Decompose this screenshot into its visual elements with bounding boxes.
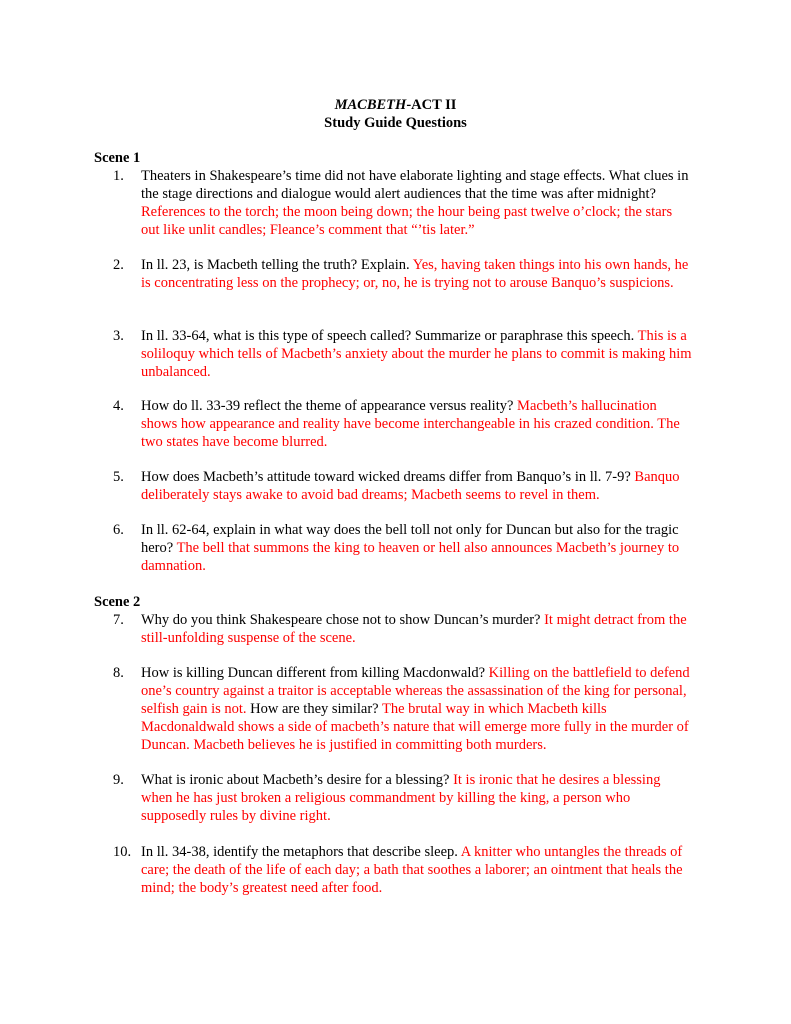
question-item: [113, 843, 693, 897]
question-item: [113, 327, 693, 381]
question-text: How do ll. 33-39 reflect the theme of appearance versus reality?: [141, 398, 514, 414]
title-italic: MACBETH: [334, 97, 407, 113]
question-number: 9.: [113, 772, 124, 788]
question-number: 7.: [113, 612, 124, 628]
answer-text: Macbeth’s hallucination shows how appearance and reality have become interchangeable in his crazed condition. The two states have become blurred.: [141, 398, 680, 450]
question-number: 6.: [113, 522, 124, 538]
answer-text: Banquo deliberately stays awake to avoid bad dreams; Macbeth seems to revel in them.: [141, 469, 680, 503]
answer-text: The bell that summons the king to heaven or hell also announces Macbeth’s journey to damnation.: [141, 540, 680, 574]
scene-heading: Scene 1: [94, 150, 141, 166]
page-subtitle: Study Guide Questions: [324, 115, 467, 131]
answer-text: A knitter who untangles the threads of care; the death of the life of each day; a bath that soothes a laborer; an ointment that heals the mind; the body’s greatest need after food.: [141, 844, 683, 896]
answer-text: This is a soliloquy which tells of Macbeth’s anxiety about the murder he plans to commit is making him unbalanced.: [141, 328, 692, 380]
answer-text: Killing on the battlefield to defend one’s country against a traitor is acceptable whereas the assassination of the king for personal, selfish gain is not.: [141, 665, 690, 717]
question-item: [113, 521, 693, 575]
question-text: Theaters in Shakespeare’s time did not have elaborate lighting and stage effects. What clues in the stage directions and dialogue would alert audiences that the time was after midnight?: [141, 168, 689, 202]
scene-heading: Scene 2: [94, 594, 141, 610]
question-number: 2.: [113, 257, 124, 273]
question-number: 8.: [113, 665, 124, 681]
answer-text: References to the torch; the moon being down; the hour being past twelve o’clock; the stars out like unlit candles; Fleance’s comment that “’tis later.”: [141, 204, 673, 238]
answer-text: Yes, having taken things into his own hands, he is concentrating less on the prophecy; or, no, he is trying not to arouse Banquo’s suspicions.: [141, 257, 689, 291]
question-number: 10.: [113, 844, 132, 860]
question-item: [113, 256, 693, 292]
question-number: 5.: [113, 469, 124, 485]
question-text: What is ironic about Macbeth’s desire for a blessing?: [141, 772, 450, 788]
question-text: Why do you think Shakespeare chose not to show Duncan’s murder?: [141, 612, 541, 628]
question-text: In ll. 23, is Macbeth telling the truth? Explain.: [141, 257, 410, 273]
page-title: [0, 96, 791, 114]
question-text: In ll. 34-38, identify the metaphors that describe sleep.: [141, 844, 458, 860]
question-text: How does Macbeth’s attitude toward wicked dreams differ from Banquo’s in ll. 7-9?: [141, 469, 631, 485]
answer-text: It is ironic that he desires a blessing when he has just broken a religious commandment by killing the king, a person who supposedly rules by divine right.: [141, 772, 661, 824]
question-item: [113, 771, 693, 825]
question-text: In ll. 62-64, explain in what way does the bell toll not only for Duncan but also for the tragic hero?: [141, 522, 679, 556]
question-item: [113, 664, 693, 754]
question-text: How is killing Duncan different from killing Macdonwald?: [141, 665, 486, 681]
question-number: 1.: [113, 168, 124, 184]
question-number: 4.: [113, 398, 124, 414]
question-text: In ll. 33-64, what is this type of speech called? Summarize or paraphrase this speech.: [141, 328, 635, 344]
title-rest: -ACT II: [406, 97, 457, 113]
answer-text-followup: The brutal way in which Macbeth kills Macdonaldwald shows a side of macbeth’s nature that will emerge more fully in the murder of Duncan. Macbeth believes he is justified in committing both murders.: [141, 701, 689, 753]
question-item: [113, 468, 693, 504]
question-number: 3.: [113, 328, 124, 344]
question-text-followup: How are they similar?: [250, 701, 379, 717]
title-block: [0, 96, 791, 132]
question-item: [113, 397, 693, 451]
question-item: [113, 167, 693, 239]
question-item: [113, 611, 693, 647]
answer-text: It might detract from the still-unfolding suspense of the scene.: [141, 612, 687, 646]
